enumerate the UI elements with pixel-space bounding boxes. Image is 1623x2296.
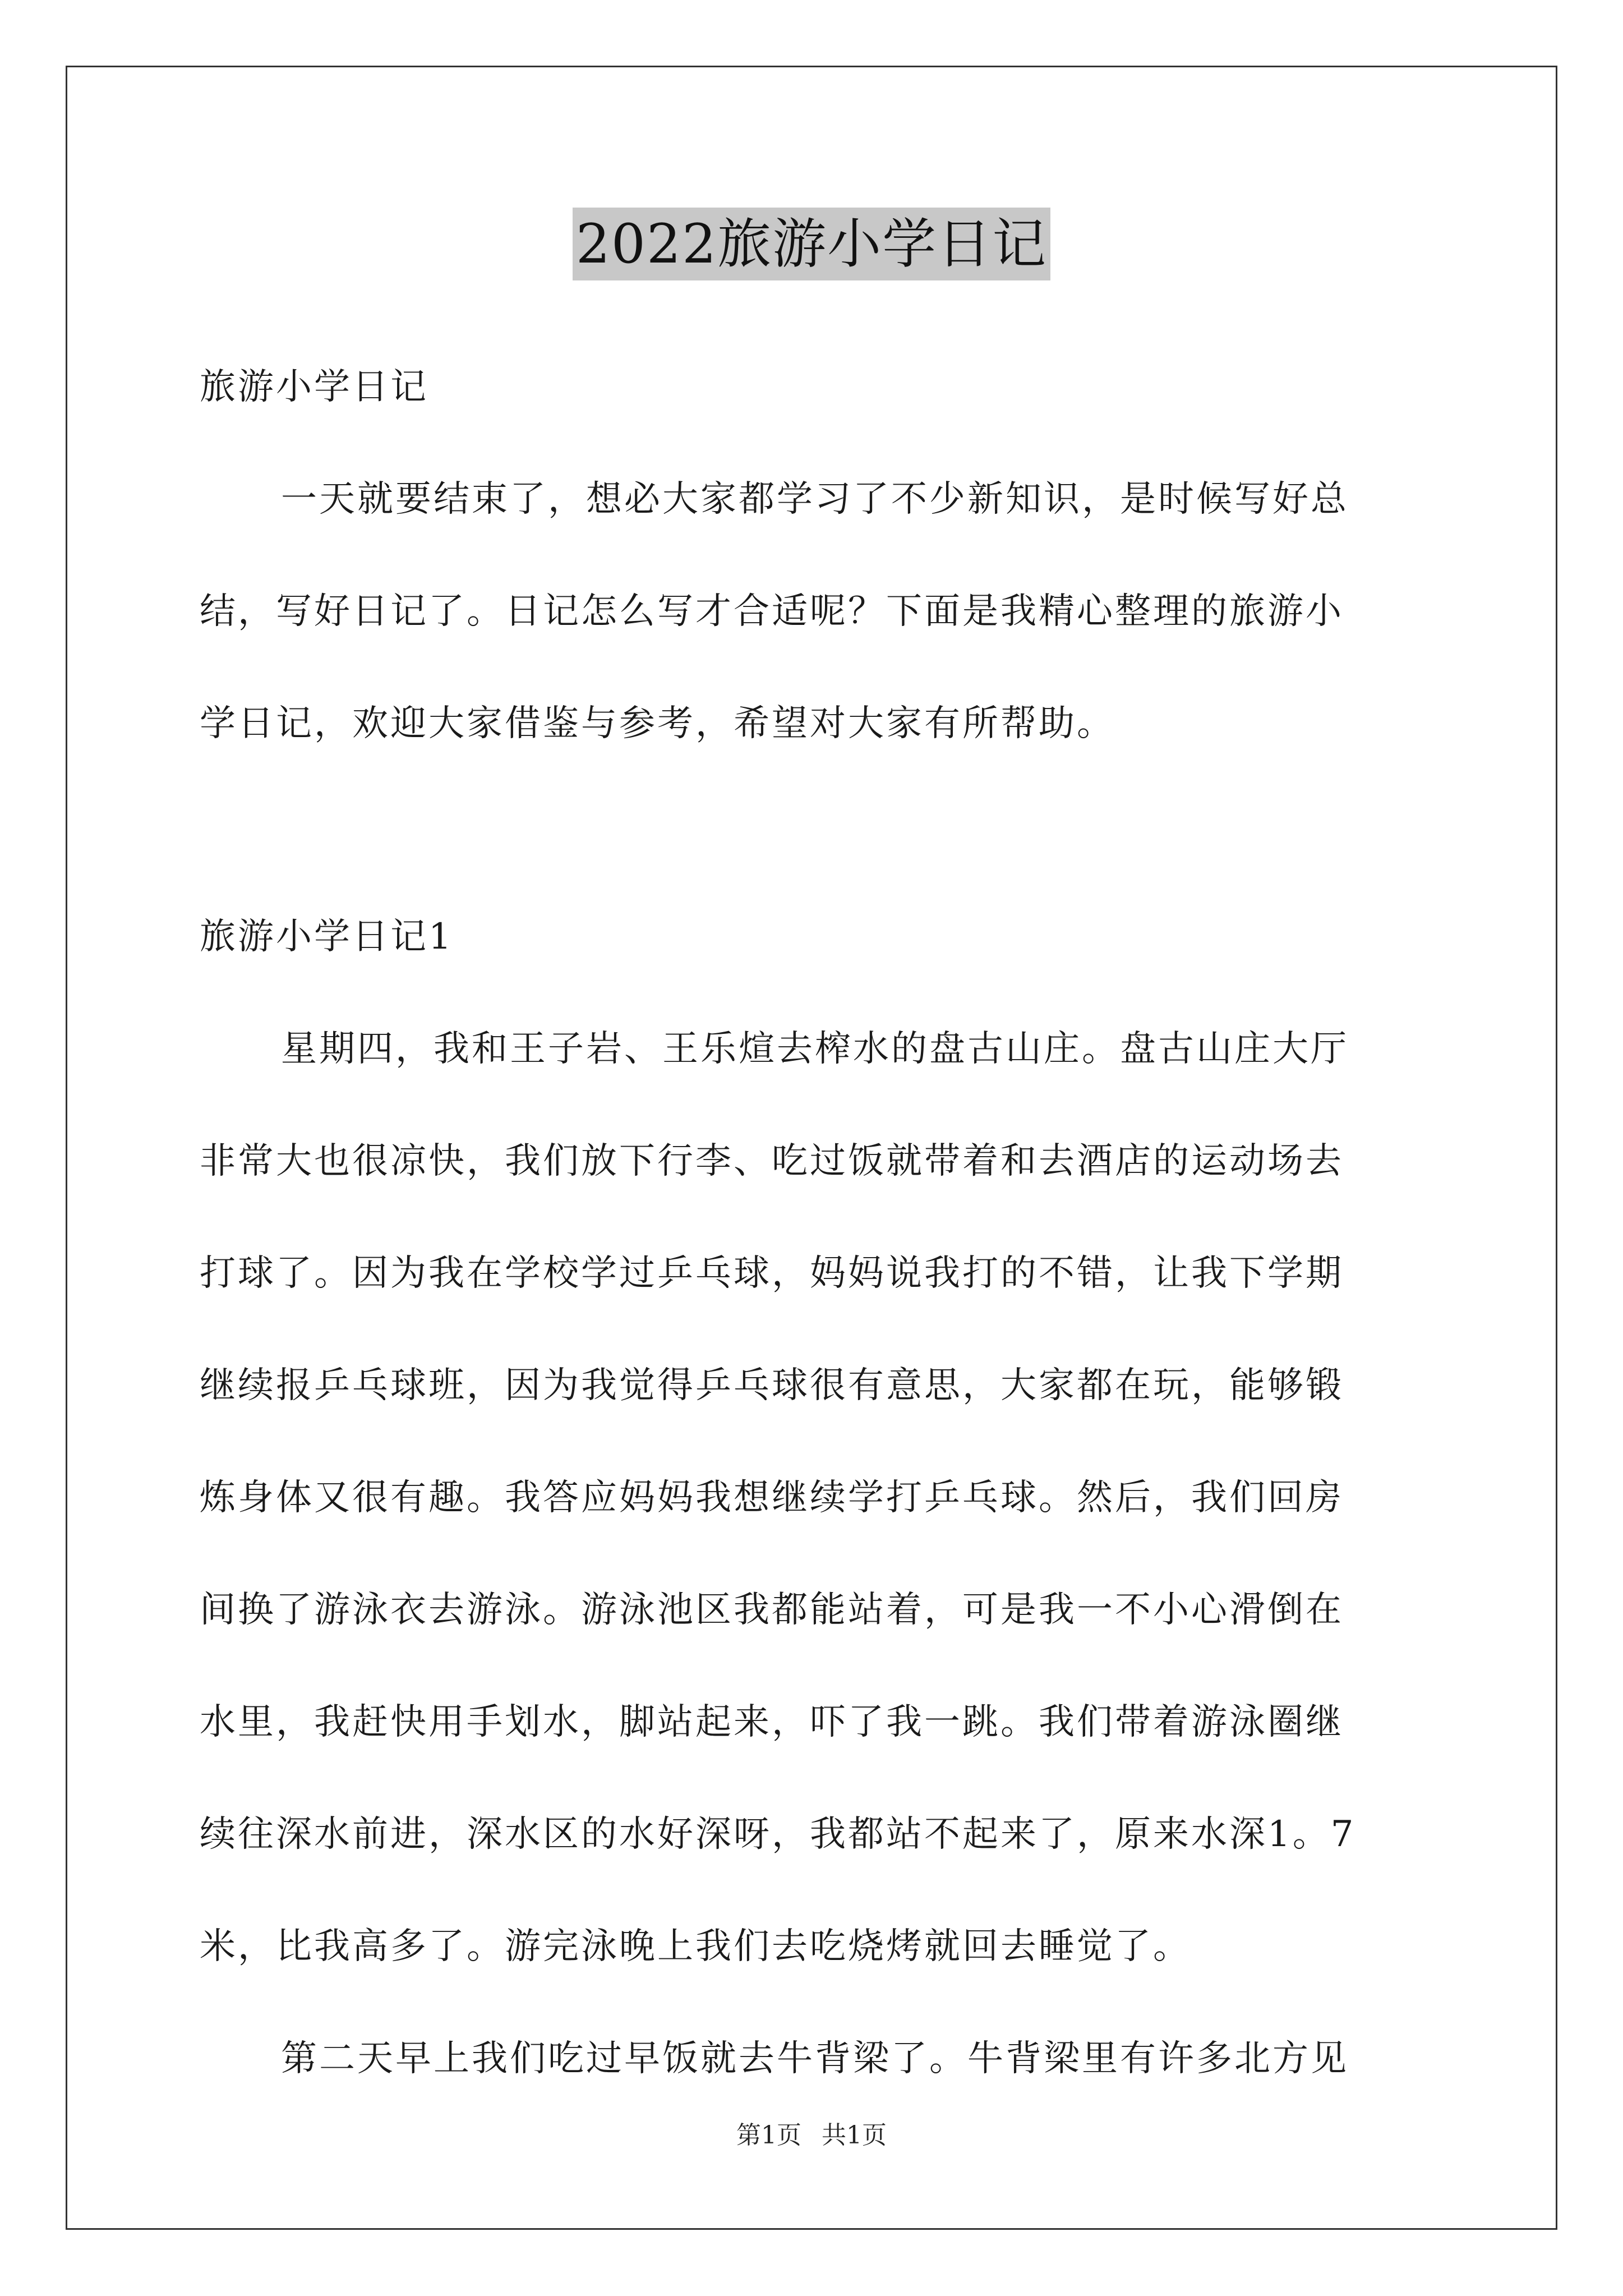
paragraph-line: 米，比我高多了。游完泳晚上我们去吃烧烤就回去睡觉了。 — [200, 1926, 1191, 1967]
intro-line: 一天就要结束了，想必大家都学习了不少新知识，是时候写好总 — [281, 478, 1349, 520]
title-container — [0, 208, 1623, 280]
subtitle: 旅游小学日记 — [200, 366, 428, 408]
page-number: 第1页 — [736, 2121, 801, 2150]
document-title: 2022旅游小学日记 — [573, 208, 1050, 280]
section-spacer — [200, 780, 1433, 881]
intro-paragraph — [200, 443, 1433, 780]
paragraph-line: 水里，我赶快用手划水，脚站起来，吓了我一跳。我们带着游泳圈继 — [200, 1701, 1344, 1743]
paragraph-2 — [200, 2003, 1433, 2115]
page-footer — [0, 2115, 1623, 2151]
section-heading: 旅游小学日记1 — [200, 916, 454, 958]
document-body — [200, 331, 1433, 2115]
paragraph-line: 打球了。因为我在学校学过乒乓球，妈妈说我打的不错，让我下学期 — [200, 1253, 1344, 1294]
paragraph-line: 炼身体又很有趣。我答应妈妈我想继续学打乒乓球。然后，我们回房 — [200, 1477, 1344, 1519]
paragraph-line: 续往深水前进，深水区的水好深呀，我都站不起来了，原来水深1。7 — [200, 1814, 1356, 1855]
paragraph-line: 星期四，我和王子岩、王乐煊去榨水的盘古山庄。盘古山庄大厅 — [281, 1028, 1349, 1070]
paragraph-line: 第二天早上我们吃过早饭就去牛背梁了。牛背梁里有许多北方见 — [281, 2038, 1349, 2079]
paragraph-1 — [200, 993, 1433, 2003]
intro-line: 结，写好日记了。日记怎么写才合适呢？下面是我精心整理的旅游小 — [200, 591, 1344, 632]
page-total: 共1页 — [822, 2121, 887, 2150]
paragraph-line: 间换了游泳衣去游泳。游泳池区我都能站着，可是我一不小心滑倒在 — [200, 1589, 1344, 1631]
paragraph-line: 继续报乒乓球班，因为我觉得乒乓球很有意思，大家都在玩，能够锻 — [200, 1365, 1344, 1406]
paragraph-line: 非常大也很凉快，我们放下行李、吃过饭就带着和去酒店的运动场去 — [200, 1140, 1344, 1182]
intro-line: 学日记，欢迎大家借鉴与参考，希望对大家有所帮助。 — [200, 703, 1115, 744]
